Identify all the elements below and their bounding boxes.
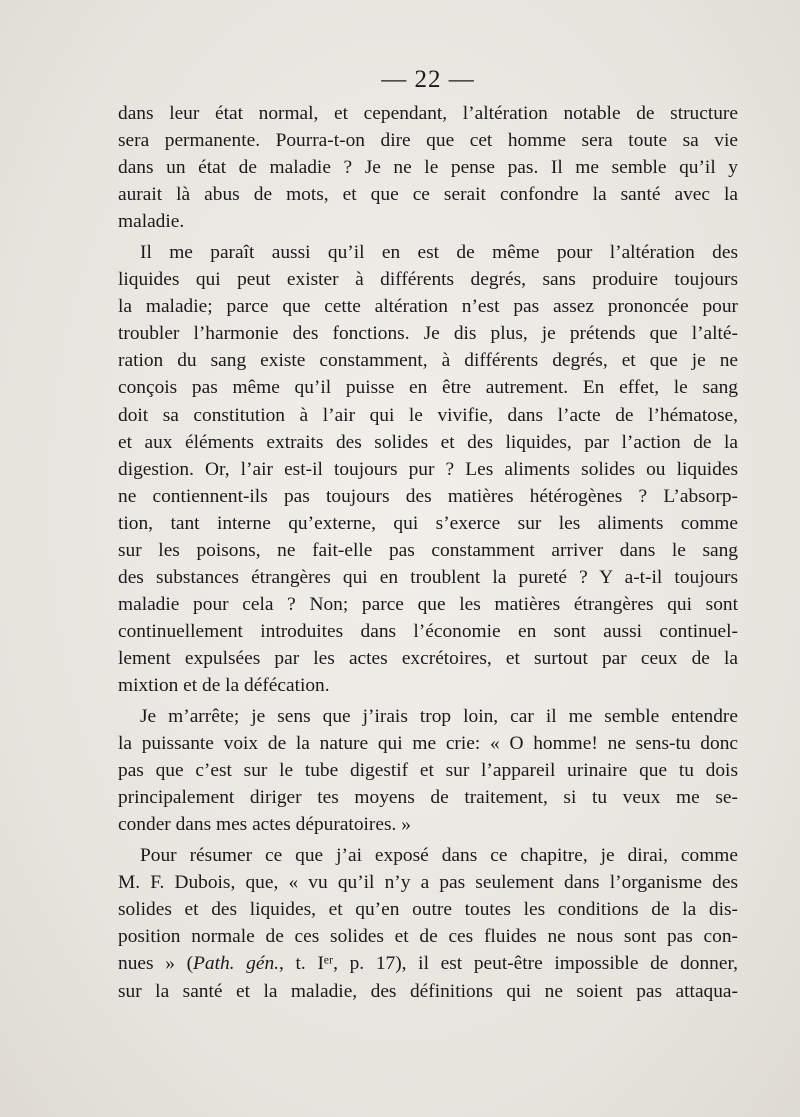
text-line: conder dans mes actes dépuratoires. »: [118, 814, 411, 836]
text-line: dans un état de maladie ? Je ne le pense pas. Il me semble qu’il y: [118, 157, 738, 179]
text-line: tion, tant interne qu’externe, qui s’exerce sur les aliments comme: [118, 512, 738, 534]
text-line: sera permanente. Pourra-t-on dire que cet homme sera toute sa vie: [118, 130, 738, 152]
citation-title: Path. gén.: [193, 953, 280, 975]
page-number: — 22 —: [381, 66, 475, 93]
citation-before: nues » (: [118, 953, 194, 975]
text-line: maladie.: [118, 211, 185, 233]
text-line: lement expulsées par les actes excrétoires, et surtout par ceux de la: [118, 647, 738, 669]
text-line: position normale de ces solides et de ces fluides ne nous sont pas con-: [118, 926, 738, 948]
text-line: principalement diriger tes moyens de traitement, si tu veux me se-: [118, 787, 738, 809]
text-line: continuellement introduites dans l’économie en sont aussi continuel-: [118, 620, 738, 642]
text-line: pas que c’est sur le tube digestif et sur l’appareil urinaire que tu dois: [118, 760, 738, 782]
text-line: dans leur état normal, et cependant, l’altération notable de structure: [118, 103, 738, 124]
text-line: doit sa constitution à l’air qui le vivifie, dans l’acte de l’hématose,: [118, 404, 738, 426]
text-line: Il me paraît aussi qu’il en est de même pour l’altération des: [140, 242, 738, 264]
text-line: maladie pour cela ? Non; parce que les matières étrangères qui sont: [118, 593, 738, 615]
text-line: des substances étrangères qui en troublent la pureté ? Y a-t-il toujours: [118, 566, 738, 588]
citation-line: [118, 950, 738, 977]
text-line: conçois pas même qu’il puisse en être autrement. En effet, le sang: [118, 377, 738, 399]
text-line: solides et des liquides, et qu’en outre toutes les conditions de la dis-: [118, 899, 738, 921]
text-line: Pour résumer ce que j’ai exposé dans ce chapitre, je dirai, comme: [140, 845, 738, 867]
text-line: sur les poisons, ne fait-elle pas constamment arriver dans le sang: [118, 539, 738, 561]
text-line: aurait là abus de mots, et que ce serait confondre la santé avec la: [118, 184, 738, 206]
text-line: liquides qui peut exister à différents degrés, sans produire toujours: [118, 269, 738, 291]
citation-after: , t. Iᵉʳ, p. 17), il est peut-être impossible de donner,: [279, 953, 738, 975]
text-line: la maladie; parce que cette altération n’est pas assez prononcée pour: [118, 296, 738, 318]
text-line: ration du sang existe constamment, à différents degrés, et que je ne: [118, 350, 738, 372]
text-line: digestion. Or, l’air est-il toujours pur ? Les aliments solides ou liquides: [118, 458, 738, 480]
text-line: la puissante voix de la nature qui me crie: « O homme! ne sens-tu donc: [118, 733, 738, 755]
text-line: troubler l’harmonie des fonctions. Je dis plus, je prétends que l’alté-: [118, 323, 738, 345]
body-text: [118, 100, 738, 1005]
text-line: mixtion et de la défécation.: [118, 674, 330, 696]
text-line: sur la santé et la maladie, des définitions qui ne soient pas attaqua-: [118, 980, 738, 1002]
text-line: ne contiennent-ils pas toujours des matières hétérogènes ? L’absorp-: [118, 485, 738, 507]
text-line: et aux éléments extraits des solides et des liquides, par l’action de la: [118, 431, 738, 453]
text-line: Je m’arrête; je sens que j’irais trop loin, car il me semble entendre: [140, 706, 738, 728]
text-line: M. F. Dubois, que, « vu qu’il n’y a pas seulement dans l’organisme des: [118, 872, 738, 894]
